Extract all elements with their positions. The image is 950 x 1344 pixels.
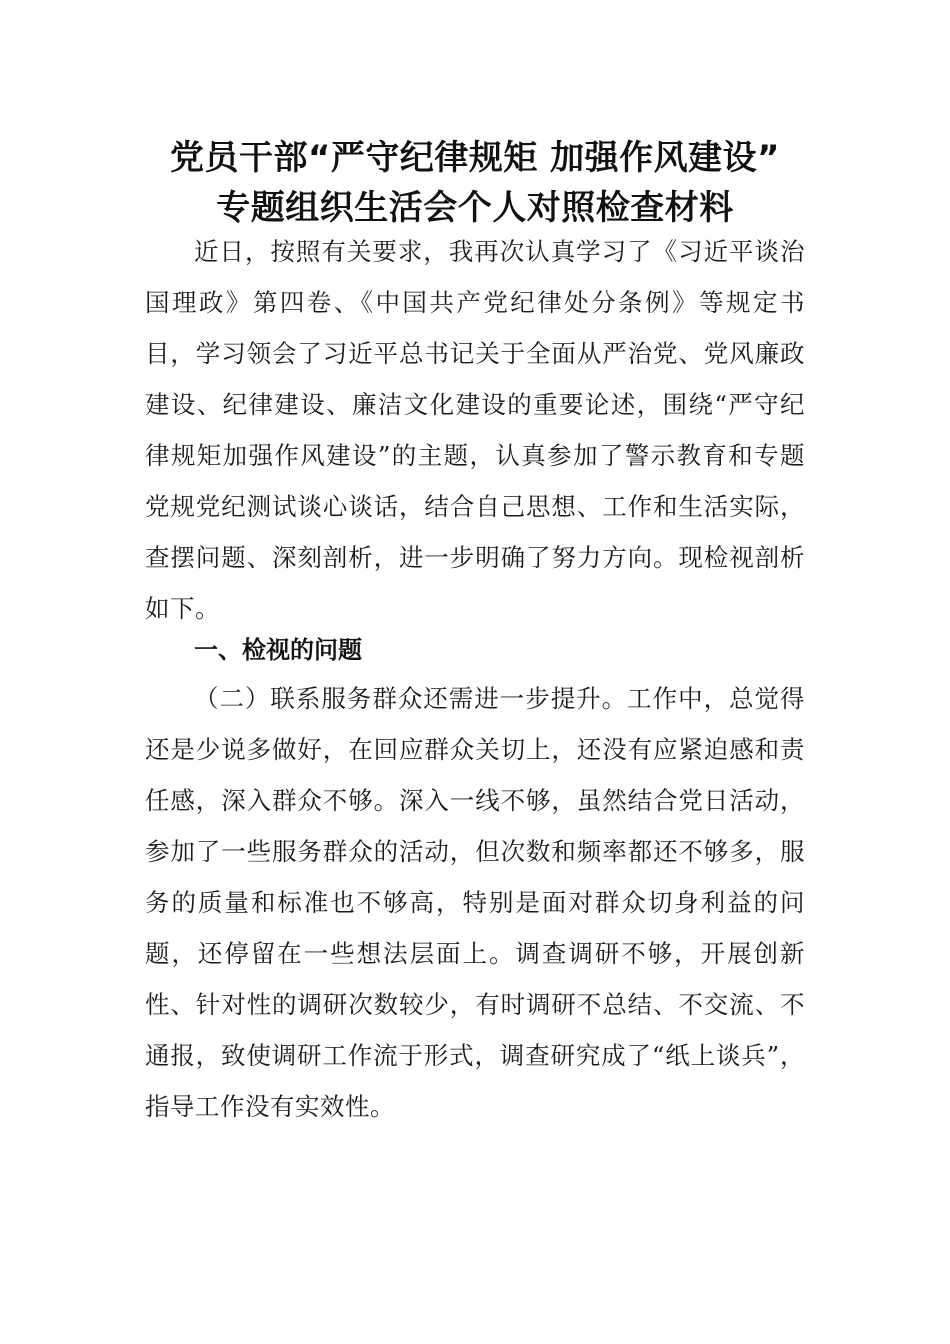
document-title-line-2: 专题组织生活会个人对照检查材料 [216, 188, 734, 228]
section-heading: 一、检视的问题 [194, 636, 362, 664]
document-title-line-1: 党员干部“严守纪律规矩 加强作风建设” [169, 138, 781, 178]
section-paragraph: （二）联系服务群众还需进一步提升。工作中，总觉得还是少说多做好，在回应群众关切上，还没有应紧迫感和责任感，深入群众不够。深入一线不够，虽然结合党日活动，参加了一些服务群众的活动，但次数和频率都还不够多，服务的质量和标准也不够高，特别是面对群众切身利益的问题，还停留在一些想法层面上。调查调研不够，开展创新性、针对性的调研次数较少，有时调研不总结、不交流、不通报，致使调研工作流于形式，调查研究成了“纸上谈兵”，指导工作没有实效性。 [145, 684, 805, 1121]
intro-paragraph: 近日，按照有关要求，我再次认真学习了《习近平谈治国理政》第四卷、《中国共产党纪律处分条例》等规定书目，学习领会了习近平总书记关于全面从严治党、党风廉政建设、纪律建设、廉洁文化建设的重要论述，围绕“严守纪律规矩加强作风建设”的主题，认真参加了警示教育和专题党规党纪测试谈心谈话，结合自己思想、工作和生活实际，查摆问题、深刻剖析，进一步明确了努力方向。现检视剖析如下。 [145, 237, 805, 623]
